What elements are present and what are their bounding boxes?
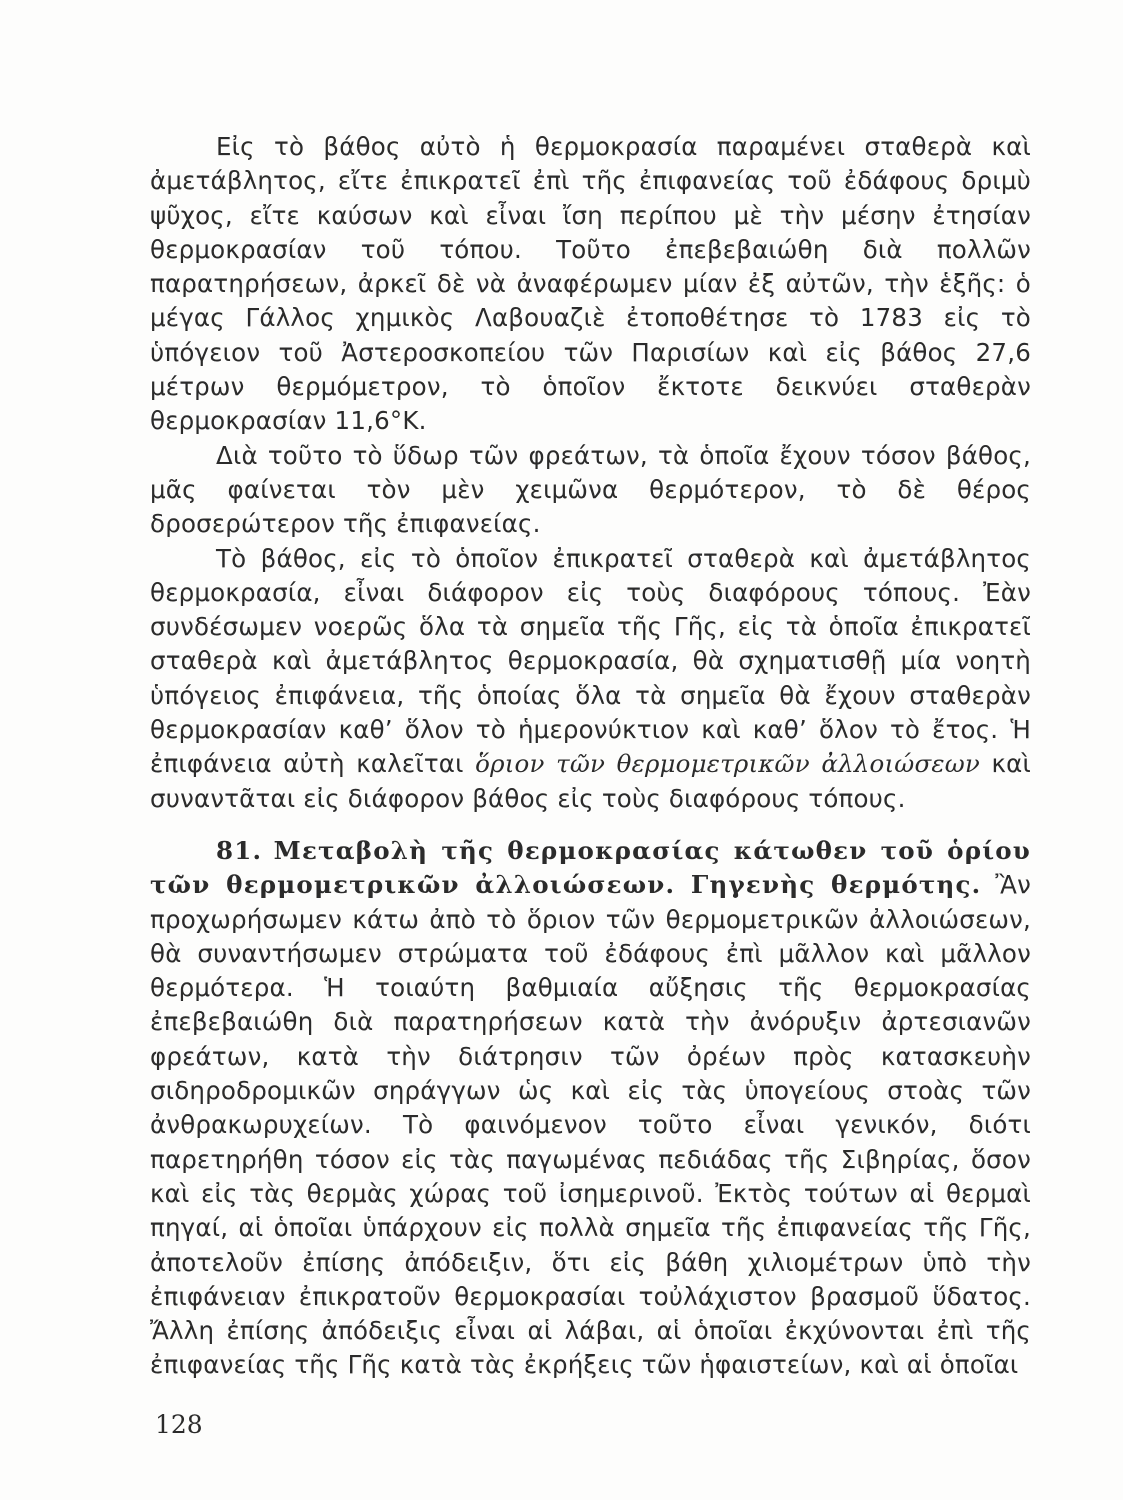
- page-number: 128: [155, 1410, 203, 1439]
- section-81: [150, 834, 1031, 1383]
- paragraph-2: Διὰ τοῦτο τὸ ὕδωρ τῶν φρεάτων, τὰ ὁποῖα ἔχουν τόσον βάθος, μᾶς φαίνεται τὸν μὲν χειμῶνα θερμότερον, τὸ δὲ θέρος δροσερώτερον τῆς ἐπιφανείας.: [150, 440, 1031, 539]
- section-body: Ἂν προχωρήσωμεν κάτω ἀπὸ τὸ ὅριον τῶν θερμομετρικῶν ἀλλοιώσεων, θὰ συναντήσωμεν στρώματα τοῦ ἐδάφους ἐπὶ μᾶλλον καὶ μᾶλλον θερμότερα. Ἡ τοιαύτη βαθμιαία αὔξησις τῆς θερμοκρασίας ἐπεβεβαιώθη διὰ παρατηρήσεων κατὰ τὴν ἀνόρυξιν ἀρτεσιανῶν φρεάτων, κατὰ τὴν διάτρησιν τῶν ὀρέων πρὸς κατασκευὴν σιδηροδρομικῶν σηράγγων ὡς καὶ εἰς τὰς ὑπογείους στοὰς τῶν ἀνθρακωρυχείων. Τὸ φαινόμενον τοῦτο εἶναι γενικόν, διότι παρετηρήθη τόσον εἰς τὰς παγωμένας πεδιάδας τῆς Σιβηρίας, ὅσον καὶ εἰς τὰς θερμὰς χώρας τοῦ ἰσημερινοῦ. Ἐκτὸς τούτων αἱ θερμαὶ πηγαί, αἱ ὁποῖαι ὑπάρχουν εἰς πολλὰ σημεῖα τῆς ἐπιφανείας τῆς Γῆς, ἀποτελοῦν ἐπίσης ἀπόδειξιν, ὅτι εἰς βάθη χιλιομέτρων ὑπὸ τὴν ἐπιφάνειαν ἐπικρατοῦν θερμοκρασίαι τοὐλάχιστον βρασμοῦ ὕδατος. Ἄλλη ἐπίσης ἀπόδειξις εἶναι αἱ λάβαι, αἱ ὁποῖαι ἐκχύνονται ἐπὶ τῆς ἐπιφανείας τῆς Γῆς κατὰ τὰς ἐκρήξεις τῶν ἡφαιστείων, καὶ αἱ ὁποῖαι: [150, 870, 1031, 1380]
- italic-term: ὅριον τῶν θερμομετρικῶν ἀλλοιώσεων: [475, 749, 981, 779]
- paragraph-3-text-after: καὶ συναντᾶται εἰς διάφορον βάθος εἰς τοὺς διαφόρους τόπους.: [150, 749, 1032, 813]
- paragraph-3-text-before: Τὸ βάθος, εἰς τὸ ὁποῖον ἐπικρατεῖ σταθερὰ καὶ ἀμετάβλητος θερμοκρασία, εἶναι διάφορον εἰς τοὺς διαφόρους τόπους. Ἐὰν συνδέσωμεν νοερῶς ὅλα τὰ σημεῖα τῆς Γῆς, εἰς τὰ ὁποῖα ἐπικρατεῖ σταθερὰ καὶ ἀμετάβλητος θερμοκρασία, θὰ σχηματισθῇ μία νοητὴ ὑπόγειος ἐπιφάνεια, τῆς ὁποίας ὅλα τὰ σημεῖα θὰ ἔχουν σταθερὰν θερμοκρασίαν καθ’ ὅλον τὸ ἡμερονύκτιον καὶ καθ’ ὅλον τὸ ἔτος. Ἡ ἐπιφάνεια αὐτὴ καλεῖται: [150, 543, 1031, 779]
- body-text: [150, 130, 1031, 1383]
- section-title: Μεταβολὴ τῆς θερμοκρασίας κάτωθεν τοῦ ὁρίου τῶν θερμομετρικῶν ἀλλοιώσεων. Γηγενὴς θερμότης.: [150, 835, 1031, 900]
- paragraph-3: [150, 542, 1031, 816]
- paragraph-1: Εἰς τὸ βάθος αὐτὸ ἡ θερμοκρασία παραμένει σταθερὰ καὶ ἀμετάβλητος, εἴτε ἐπικρατεῖ ἐπὶ τῆς ἐπιφανείας τοῦ ἐδάφους δριμὺ ψῦχος, εἴτε καύσων καὶ εἶναι ἴση περίπου μὲ τὴν μέσην ἐτησίαν θερμοκρασίαν τοῦ τόπου. Τοῦτο ἐπεβεβαιώθη διὰ πολλῶν παρατηρήσεων, ἀρκεῖ δὲ νὰ ἀναφέρωμεν μίαν ἐξ αὐτῶν, τὴν ἑξῆς: ὁ μέγας Γάλλος χημικὸς Λαβουαζιὲ ἐτοποθέτησε τὸ 1783 εἰς τὸ ὑπόγειον τοῦ Ἀστεροσκοπείου τῶν Παρισίων καὶ εἰς βάθος 27,6 μέτρων θερμόμετρον, τὸ ὁποῖον ἔκτοτε δεικνύει σταθερὰν θερμοκρασίαν 11,6°K.: [150, 132, 1031, 436]
- section-number: 81.: [216, 835, 263, 865]
